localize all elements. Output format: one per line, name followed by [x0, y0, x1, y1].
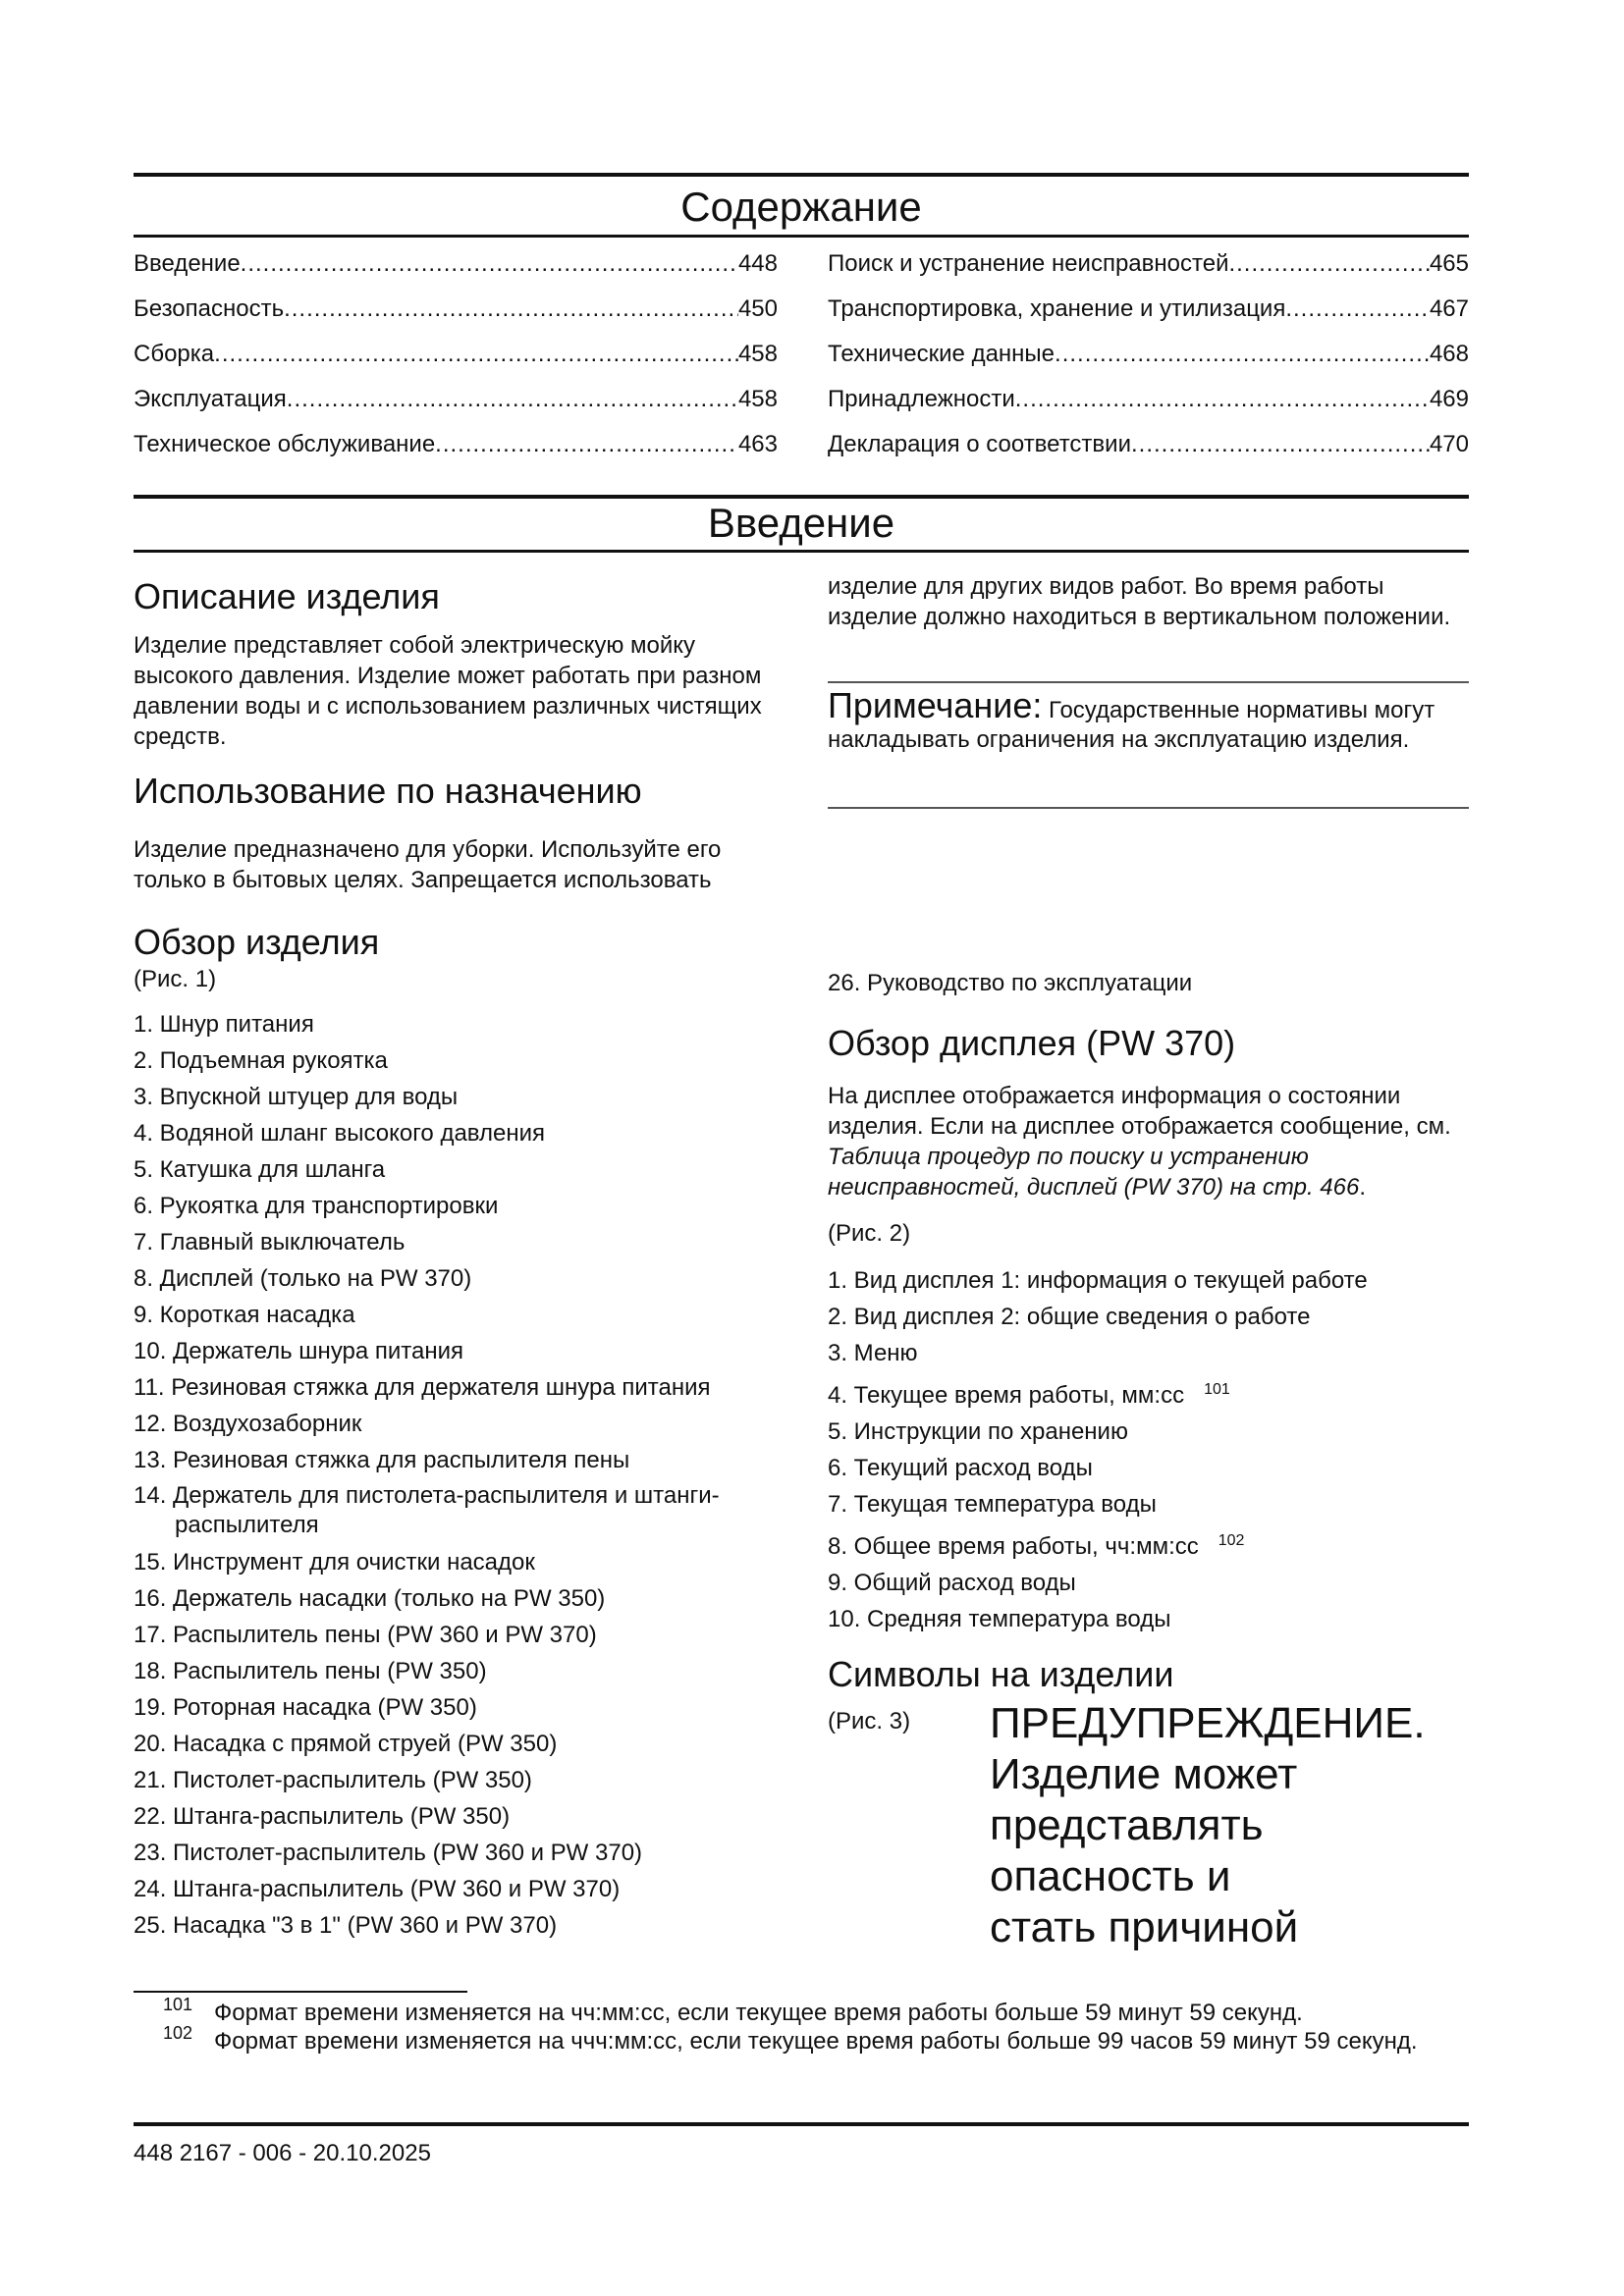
note-text: Государственные нормативы могут накладывать ограничения на эксплуатацию изделия. [828, 697, 1435, 753]
list-item: 25. Насадка "3 в 1" (PW 360 и PW 370) [134, 1912, 558, 1939]
list-item: 6. Текущий расход воды [828, 1455, 1093, 1481]
list-item: 10. Средняя температура воды [828, 1606, 1171, 1632]
product-overview-heading: Обзор изделия [134, 922, 380, 962]
list-item: 7. Текущая температура воды [828, 1491, 1157, 1518]
product-description-heading: Описание изделия [134, 576, 440, 616]
symbols-heading: Символы на изделии [828, 1654, 1174, 1694]
list-item: 9. Общий расход воды [828, 1570, 1076, 1596]
list-item: 21. Пистолет-распылитель (PW 350) [134, 1767, 532, 1793]
intro-title: Введение [707, 500, 895, 546]
display-items-list [828, 1262, 1469, 1637]
note-bottom-rule [828, 807, 1469, 809]
list-item: 6. Рукоятка для транспортировки [134, 1193, 499, 1219]
list-item: 11. Резиновая стяжка для держателя шнура питания [134, 1374, 711, 1401]
toc-entry[interactable]: Декларация о соответствии ..... 470 [828, 430, 1469, 475]
list-item: 17. Распылитель пены (PW 360 и PW 370) [134, 1622, 597, 1648]
intended-use-continued: изделие для других видов работ. Во время работы изделие должно находиться в вертикальном положении. [828, 573, 1451, 630]
list-item: 2. Подъемная рукоятка [134, 1047, 388, 1074]
intro-left-column [134, 575, 778, 895]
list-item: 9. Короткая насадка [134, 1302, 355, 1328]
figure-ref-3: (Рис. 3) [828, 1708, 911, 1735]
footnote-ref[interactable]: 102 [1218, 1532, 1245, 1549]
list-item: 14. Держатель для пистолета-распылителя и штанги- распылителя [134, 1482, 720, 1538]
toc-title: Содержание [680, 184, 922, 230]
footnote-number: 101 [163, 1995, 193, 2014]
warning-text: ПРЕДУПРЕЖДЕНИЕ. Изделие может представлять опасность и стать причиной [990, 1699, 1426, 1951]
list-item: 4. Текущее время работы, мм:сс $^{101}$ [828, 1381, 1230, 1409]
footnote-rule [134, 1991, 467, 1993]
toc-rule [134, 235, 1469, 238]
list-item: 7. Главный выключатель [134, 1229, 406, 1255]
footnote-text: Формат времени изменяется на ччч:мм:сс, если текущее время работы больше 99 часов 59 минут 59 секунд. [214, 2028, 1418, 2055]
list-item: 16. Держатель насадки (только на PW 350) [134, 1585, 606, 1612]
toc-entry[interactable]: Эксплуатация ..... 458 [134, 385, 778, 430]
toc-entry[interactable]: Транспортировка, хранение и утилизация ..... 467 [828, 294, 1469, 340]
toc-entry[interactable]: Безопасность ..... 450 [134, 294, 778, 340]
list-item: 3. Впускной штуцер для воды [134, 1084, 459, 1110]
display-overview-text: На дисплее отображается информация о состоянии изделия. Если на дисплее отображается сообщение, см. Таблица процедур по поиску и устранению неисправностей, дисплей (PW 370) на стр. 466. [828, 1083, 1451, 1201]
list-item: 5. Катушка для шланга [134, 1156, 386, 1183]
product-parts-list [134, 1006, 778, 1944]
list-item: 8. Дисплей (только на PW 370) [134, 1265, 472, 1292]
list-item: 19. Роторная насадка (PW 350) [134, 1694, 477, 1721]
footnote-number: 102 [163, 2023, 193, 2043]
list-item: 23. Пистолет-распылитель (PW 360 и PW 370) [134, 1840, 643, 1866]
note-label: Примечание: [828, 685, 1043, 725]
list-item: 13. Резиновая стяжка для распылителя пены [134, 1447, 630, 1473]
list-item: 8. Общее время работы, чч:мм:сс $^{102}$ [828, 1532, 1245, 1560]
list-item: 10. Держатель шнура питания [134, 1338, 464, 1364]
display-overview-heading: Обзор дисплея (PW 370) [828, 1023, 1236, 1063]
list-item: 1. Вид дисплея 1: информация о текущей работе [828, 1267, 1368, 1294]
list-item: 12. Воздухозаборник [134, 1411, 362, 1437]
toc-entry[interactable]: Поиск и устранение неисправностей ..... 465 [828, 249, 1469, 294]
list-item: 22. Штанга-распылитель (PW 350) [134, 1803, 511, 1830]
list-item: 3. Меню [828, 1340, 918, 1366]
list-item-26: 26. Руководство по эксплуатации [828, 970, 1193, 996]
toc-right-column [828, 249, 1469, 475]
list-item: 15. Инструмент для очистки насадок [134, 1549, 535, 1575]
toc-entry[interactable]: Техническое обслуживание ..... 463 [134, 430, 778, 475]
list-item: 5. Инструкции по хранению [828, 1418, 1128, 1445]
figure-ref-1: (Рис. 1) [134, 966, 217, 992]
list-item: 24. Штанга-распылитель (PW 360 и PW 370) [134, 1876, 621, 1902]
list-item: 4. Водяной шланг высокого давления [134, 1120, 546, 1147]
cross-reference-link[interactable]: Таблица процедур по поиску и устранению неисправностей, дисплей (PW 370) на стр. 466 [828, 1144, 1360, 1201]
footnote-ref[interactable]: 101 [1204, 1381, 1230, 1398]
list-item: 2. Вид дисплея 2: общие сведения о работе [828, 1304, 1311, 1330]
figure-ref-2: (Рис. 2) [828, 1220, 911, 1247]
display-overview [828, 968, 1469, 1696]
toc-left-column [134, 249, 778, 475]
top-rule [134, 173, 1469, 177]
list-item: 1. Шнур питания [134, 1011, 314, 1038]
product-overview [134, 921, 778, 1944]
footnote-text: Формат времени изменяется на чч:мм:сс, если текущее время работы больше 59 минут 59 секунд. [214, 2000, 1303, 2026]
document-code: 448 2167 - 006 - 20.10.2025 [134, 2140, 431, 2166]
intended-use-text: Изделие предназначено для уборки. Используйте его только в бытовых целях. Запрещается использовать [134, 836, 722, 893]
note-top-rule [828, 681, 1469, 683]
product-description-text: Изделие представляет собой электрическую мойку высокого давления. Изделие может работать при разном давлении воды и с использованием различных чистящих средств. [134, 632, 762, 750]
intro-right-column [828, 571, 1469, 632]
intro-rule [134, 550, 1469, 553]
toc-entry[interactable]: Принадлежности ..... 469 [828, 385, 1469, 430]
list-item: 20. Насадка с прямой струей (PW 350) [134, 1731, 558, 1757]
toc-entry[interactable]: Введение ..... 448 [134, 249, 778, 294]
toc-entry[interactable]: Сборка ..... 458 [134, 340, 778, 385]
footer-rule [134, 2122, 1469, 2126]
intended-use-heading: Использование по назначению [134, 771, 642, 811]
note-box [828, 685, 1469, 755]
list-item: 18. Распылитель пены (PW 350) [134, 1658, 487, 1684]
toc-entry[interactable]: Технические данные ..... 468 [828, 340, 1469, 385]
